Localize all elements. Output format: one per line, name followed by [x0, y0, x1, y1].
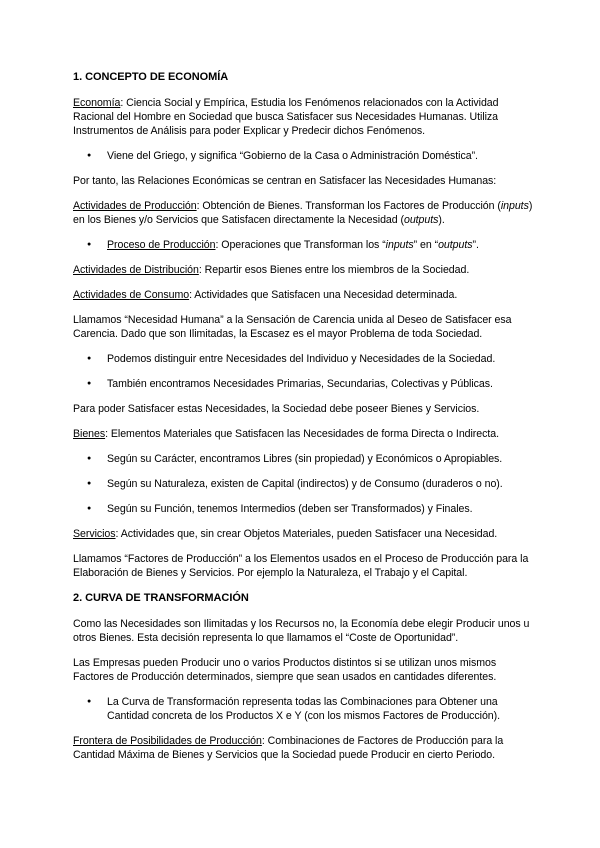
definition-produccion-a: : Obtención de Bienes. Transforman los Factores de Producción (	[196, 200, 501, 212]
bullet-curva-transformacion: ● La Curva de Transformación representa todas las Combinaciones para Obtener una Cantidad concreta de los Productos X e Y (con los mismos Factores de Producción).	[73, 695, 535, 723]
bullet-proceso-produccion	[73, 238, 535, 252]
paragraph-economia	[73, 96, 535, 138]
paragraph-frontera	[73, 734, 535, 762]
bullet-bienes-naturaleza: ● Según su Naturaleza, existen de Capital (indirectos) y de Consumo (duraderos o no).	[73, 477, 535, 491]
paragraph-bienes	[73, 427, 535, 441]
term-proceso-outputs: outputs	[438, 239, 473, 251]
definition-proceso-b: ” en “	[413, 239, 439, 251]
section-1-heading: 1. CONCEPTO DE ECONOMÍA	[73, 71, 229, 83]
term-servicios: Servicios	[73, 528, 116, 540]
definition-economia: : Ciencia Social y Empírica, Estudia los Fenómenos relacionados con la Actividad Racional del Hombre en Sociedad que busca Satisfacer sus Necesidades Humanas. Utiliza Instrumentos de Análisis para poder Explicar y Predecir dichos Fenómenos.	[73, 97, 499, 137]
definition-proceso-c: ”.	[472, 239, 479, 251]
paragraph-factores-produccion: Llamamos “Factores de Producción” a los Elementos usados en el Proceso de Producción para la Elaboración de Bienes y Servicios. Por ejemplo la Naturaleza, el Trabajo y el Capital.	[73, 553, 529, 579]
definition-servicios: : Actividades que, sin crear Objetos Materiales, pueden Satisfacer una Necesidad.	[115, 528, 498, 540]
term-frontera-posibilidades: Frontera de Posibilidades de Producción	[73, 735, 262, 747]
paragraph-consumo	[73, 288, 535, 302]
term-actividades-distribucion: Actividades de Distribución	[73, 264, 199, 276]
bullet-necesidades-tipos: ● También encontramos Necesidades Primarias, Secundarias, Colectivas y Públicas.	[73, 377, 535, 391]
term-actividades-consumo: Actividades de Consumo	[73, 289, 190, 301]
paragraph-empresas: Las Empresas pueden Producir uno o varios Productos distintos si se utilizan unos mismos Factores de Producción determinados, siempre que sean usados en cantidades diferentes.	[73, 657, 497, 683]
paragraph-coste-oportunidad: Como las Necesidades son Ilimitadas y los Recursos no, la Economía debe elegir Producir unos u otros Bienes. Esta decisión representa lo que llamamos el “Coste de Oportunidad”.	[73, 618, 530, 644]
definition-produccion-c: ).	[438, 214, 445, 226]
paragraph-por-tanto: Por tanto, las Relaciones Económicas se centran en Satisfacer las Necesidades Humanas:	[73, 175, 497, 187]
bullet-bienes-funcion: ● Según su Función, tenemos Intermedios (deben ser Transformados) y Finales.	[73, 502, 535, 516]
bullet-necesidades-individuo: ● Podemos distinguir entre Necesidades del Individuo y Necesidades de la Sociedad.	[73, 352, 535, 366]
term-bienes: Bienes	[73, 428, 106, 440]
term-inputs: inputs	[500, 200, 529, 212]
term-economia: Economía	[73, 97, 121, 109]
definition-frontera: : Combinaciones de Factores de Producción para la Cantidad Máxima de Bienes y Servicios que la Sociedad puede Producir en cierto Periodo.	[73, 735, 504, 761]
bullet-bienes-caracter: ● Según su Carácter, encontramos Libres (sin propiedad) y Económicos o Apropiables.	[73, 452, 535, 466]
definition-consumo: : Actividades que Satisfacen una Necesidad determinada.	[189, 289, 458, 301]
term-proceso-produccion: Proceso de Producción	[107, 239, 216, 251]
paragraph-distribucion	[73, 263, 535, 277]
term-outputs: outputs	[403, 214, 439, 226]
term-proceso-inputs: inputs	[385, 239, 414, 251]
section-2-heading: 2. CURVA DE TRANSFORMACIÓN	[73, 592, 249, 604]
definition-bienes: : Elementos Materiales que Satisfacen las Necesidades de forma Directa o Indirecta.	[105, 428, 499, 440]
paragraph-necesidad-humana: Llamamos “Necesidad Humana” a la Sensación de Carencia unida al Deseo de Satisfacer esa Carencia. Dado que son Ilimitadas, la Escasez es el mayor Problema de toda Sociedad.	[73, 314, 512, 340]
bullet-griego: ● Viene del Griego, y significa “Gobierno de la Casa o Administración Doméstica”.	[73, 149, 535, 163]
definition-distribucion: : Repartir esos Bienes entre los miembros de la Sociedad.	[198, 264, 470, 276]
paragraph-produccion	[73, 199, 535, 227]
paragraph-para-poder: Para poder Satisfacer estas Necesidades, la Sociedad debe poseer Bienes y Servicios.	[73, 403, 480, 415]
paragraph-servicios	[73, 527, 535, 541]
term-actividades-produccion: Actividades de Producción	[73, 200, 197, 212]
definition-proceso-a: : Operaciones que Transforman los “	[215, 239, 386, 251]
definition-produccion-b: ) en los Bienes y/o Servicios que Satisfacen directamente la Necesidad (	[73, 200, 533, 226]
document-page	[73, 70, 535, 773]
